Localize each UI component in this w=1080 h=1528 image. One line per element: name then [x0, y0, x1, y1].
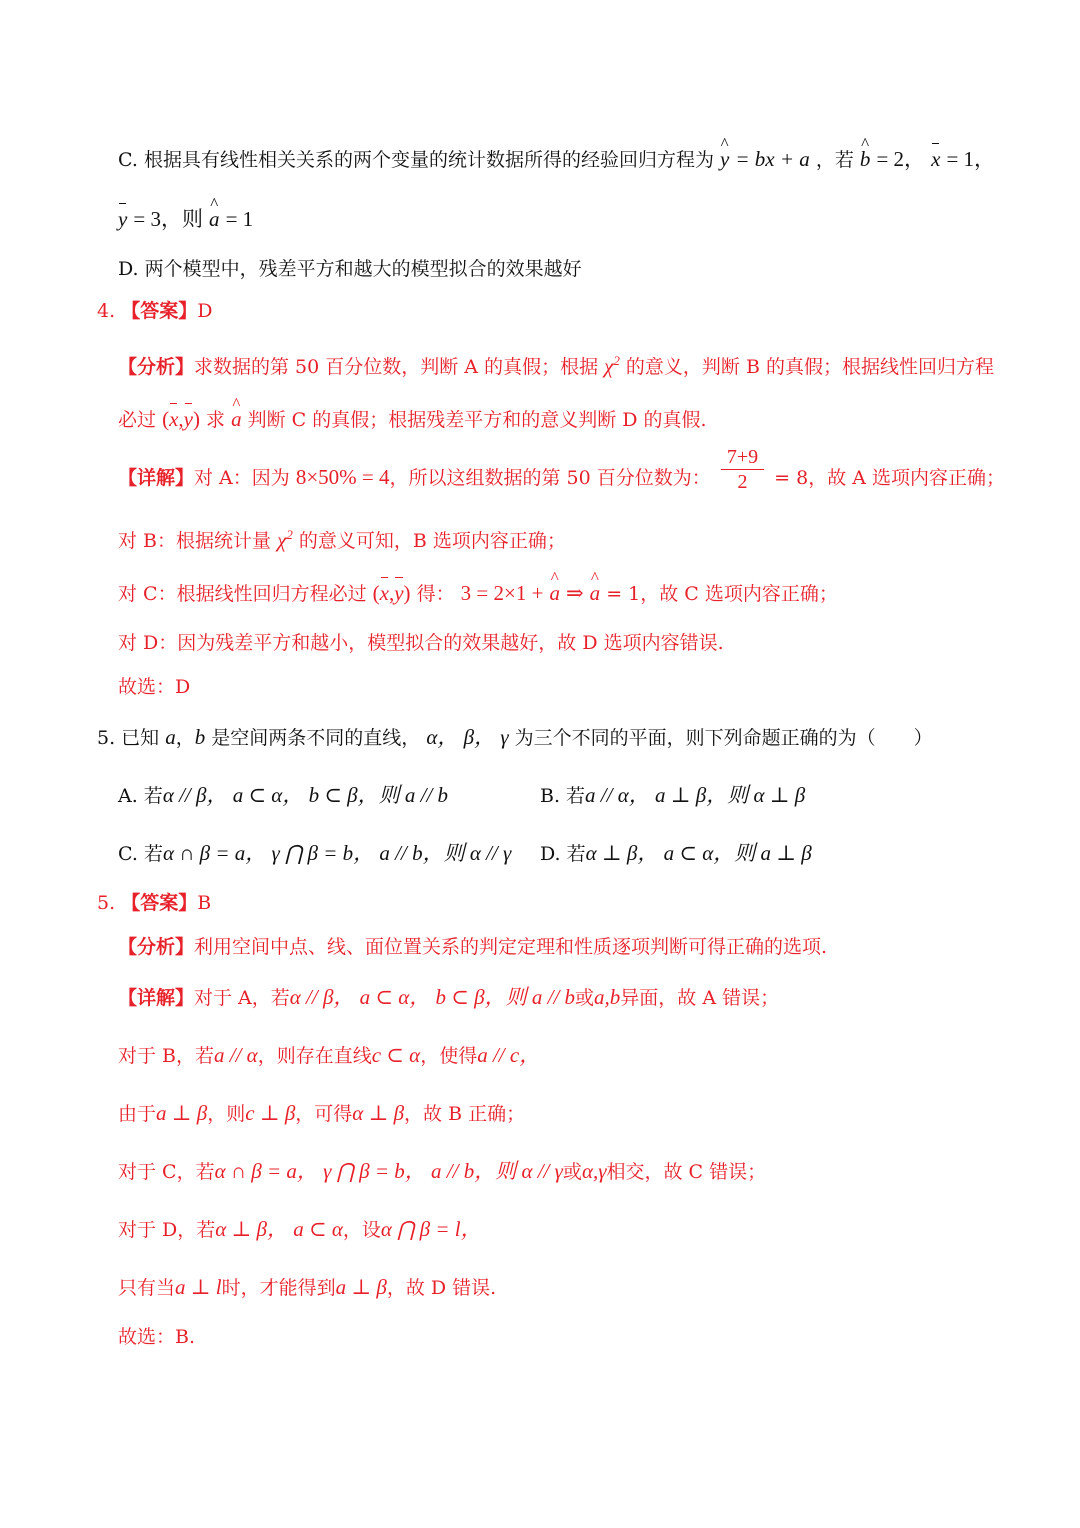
- a5-d5-text2: ，设: [342, 1219, 381, 1241]
- a5-analysis-tag: 【分析】: [118, 936, 195, 958]
- a5-num: 5.: [97, 892, 116, 914]
- a5-detail-6: [118, 1274, 496, 1301]
- q5-stem-text: 5. 已知: [97, 727, 160, 749]
- a5-d3-text: 由于: [118, 1103, 157, 1125]
- a4-analysis-text4: 求: [206, 409, 226, 431]
- a5-detail-5: [118, 1216, 482, 1243]
- a4-analysis-tag: 【分析】: [118, 356, 195, 378]
- mean-point: (x,y): [162, 407, 200, 431]
- ybar-value: = 3，则: [133, 207, 203, 231]
- a5-detail-4: [118, 1158, 766, 1185]
- a4-detail-a-text: 对 A：因为: [194, 467, 290, 489]
- fraction-numerator: 7+9: [721, 445, 764, 470]
- fraction: [721, 445, 764, 494]
- q3-option-d: D. 两个模型中，残差平方和越大的模型拟合的效果越好: [118, 258, 582, 280]
- a-hat: ^ a: [549, 580, 560, 606]
- a5-d2-text2: ，则存在直线: [257, 1045, 372, 1067]
- chi-square: $\chi^2$: [604, 353, 620, 378]
- a4-analysis-text2: 的意义，判断 B 的真假；根据线性回归方程: [625, 356, 994, 378]
- a5-d2-math: a // α: [214, 1043, 258, 1067]
- a5-d3-math3: α ⊥ β: [352, 1101, 405, 1125]
- a5-answer-tag: 【答案】: [121, 892, 198, 914]
- a5-d1-text: 对于 A，若: [194, 987, 290, 1009]
- a4-detail-c-text: 对 C：根据线性回归方程必过: [118, 583, 367, 605]
- a5-d3-text3: ，可得: [295, 1103, 353, 1125]
- a5-d1-math: α // β， a ⊂ α， b ⊂ β，则 a // b: [289, 985, 576, 1009]
- a5-d1-math2: a,b: [594, 985, 621, 1009]
- a4-analysis-line2: [118, 406, 707, 433]
- a-hat: ^ a: [231, 406, 242, 432]
- xbar-value: = 1，: [946, 147, 996, 171]
- a5-d6-text: 只有当: [118, 1277, 176, 1299]
- q5-option-c: [118, 840, 511, 867]
- a5-d6-text3: ，故 D 错误.: [386, 1277, 497, 1299]
- a5-d4-text2: 或: [562, 1161, 582, 1183]
- a4-detail-c: [118, 580, 838, 607]
- a5-d1-text2: 或: [575, 987, 595, 1009]
- a-value: = 1: [225, 207, 254, 231]
- option-d-label: D. 若: [540, 843, 586, 865]
- a5-d4-text3: 相交，故 C 错误；: [606, 1161, 767, 1183]
- q5-option-b: [540, 782, 805, 809]
- a5-analysis: [118, 934, 827, 960]
- regression-eq: = bx + a: [735, 147, 810, 171]
- q3-c-if: ，若: [815, 149, 854, 171]
- a5-detail-3: [118, 1100, 525, 1127]
- a-hat: ^ a: [590, 580, 601, 606]
- a4-header: [97, 298, 212, 324]
- a5-d2-math3: a // c，: [477, 1043, 541, 1067]
- mean-point: (x,y): [372, 581, 411, 605]
- implies-symbol: ⇒: [566, 581, 584, 605]
- a5-d2-text: 对于 B，若: [118, 1045, 215, 1067]
- a4-detail-c-text2: 得：: [416, 583, 455, 605]
- a-hat: ^ a: [209, 206, 220, 232]
- q5-stem: 5. 已知 a，b 是空间两条不同的直线， α， β， γ 为三个不同的平面，则下列命题正确的为（ ）: [97, 725, 933, 749]
- a4-detail-b: [118, 522, 566, 554]
- a5-d3-math2: c ⊥ β: [245, 1101, 296, 1125]
- planes: α， β， γ: [426, 725, 509, 749]
- a4-answer-value: D: [197, 300, 213, 322]
- a5-d2-text3: ，使得: [420, 1045, 478, 1067]
- a5-detail-2: [118, 1042, 540, 1069]
- q5-stem-text3: 为三个不同的平面，则下列命题正确的为（ ）: [514, 727, 933, 749]
- option-d-math: α ⊥ β， a ⊂ α，则 a ⊥ β: [585, 841, 812, 865]
- q3-c-text: C. 根据具有线性相关关系的两个变量的统计数据所得的经验回归方程为: [118, 149, 714, 171]
- a4-detail-c-text3: = 1，故 C 选项内容正确；: [606, 583, 838, 605]
- a4-analysis-line1: [118, 348, 994, 380]
- option-a-label: A. 若: [118, 785, 163, 807]
- a5-d4-math: α ∩ β = a， γ ⋂ β = b， a // b，则 α // γ: [214, 1159, 563, 1183]
- lines-ab: a: [165, 725, 176, 749]
- a4-num: 4.: [97, 300, 116, 322]
- a5-analysis-text: 利用空间中点、线、面位置关系的判定定理和性质逐项判断可得正确的选项.: [194, 936, 828, 958]
- a4-detail-a: [118, 445, 1006, 494]
- a4-analysis-text: 求数据的第 50 百分位数，判断 A 的真假；根据: [194, 356, 599, 378]
- option-c-label: C. 若: [118, 843, 163, 865]
- a4-detail-tag: 【详解】: [118, 467, 195, 489]
- a5-detail-tag: 【详解】: [118, 987, 195, 1009]
- a4-detail-b-text2: 的意义可知，B 选项内容正确；: [298, 530, 566, 552]
- a4-analysis-text5: 判断 C 的真假；根据残差平方和的意义判断 D 的真假.: [247, 409, 707, 431]
- a4-detail-a-text2: ，所以这组数据的第 50 百分位数为：: [389, 467, 711, 489]
- chi-square: $\chi^2$: [277, 527, 293, 552]
- a4-conclusion: 故选：D: [118, 676, 191, 698]
- option-a-math: α // β， a ⊂ α， b ⊂ β，则 a // b: [162, 783, 449, 807]
- a4-detail-c-eq: 3 = 2×1 +: [460, 581, 544, 605]
- a5-d5-math: α ⊥ β， a ⊂ α: [215, 1217, 343, 1241]
- a5-d5-text: 对于 D，若: [118, 1219, 216, 1241]
- option-c-math: α ∩ β = a， γ ⋂ β = b， a // b，则 α // γ: [162, 841, 512, 865]
- a5-header: [97, 890, 211, 916]
- x-bar: x: [931, 147, 941, 171]
- a5-d6-math: a ⊥ l: [175, 1275, 222, 1299]
- y-hat: ^ y: [720, 146, 729, 172]
- a5-detail-1: [118, 984, 779, 1011]
- b-value: = 2，: [876, 147, 926, 171]
- a5-d3-math: a ⊥ β: [156, 1101, 208, 1125]
- a5-d1-text3: 异面，故 A 错误；: [620, 987, 780, 1009]
- fraction-denominator: 2: [737, 470, 748, 493]
- a5-answer-value: B: [197, 892, 212, 914]
- a5-d6-math2: a ⊥ β: [335, 1275, 387, 1299]
- a5-d3-text4: ，故 B 正确；: [404, 1103, 526, 1125]
- q5-option-a: [118, 782, 448, 809]
- q3-option-c-line2: [118, 206, 253, 233]
- a4-detail-b-text: 对 B：根据统计量: [118, 530, 272, 552]
- a5-d5-math2: α ⋂ β = l，: [380, 1217, 482, 1241]
- b-hat: ^ b: [860, 146, 871, 172]
- a5-d4-math2: α,γ: [581, 1159, 607, 1183]
- a5-d2-math2: c ⊂ α: [371, 1043, 421, 1067]
- a5-d4-text: 对于 C，若: [118, 1161, 215, 1183]
- a5-d6-text2: 时，才能得到: [221, 1277, 336, 1299]
- a4-detail-d: 对 D：因为残差平方和越小，模型拟合的效果越好，故 D 选项内容错误.: [118, 632, 724, 654]
- option-b-math: a // α， a ⊥ β，则 α ⊥ β: [585, 783, 806, 807]
- a5-conclusion: 故选：B.: [118, 1326, 196, 1348]
- q5-stem-text2: 是空间两条不同的直线，: [211, 727, 421, 749]
- a4-detail-a-eq: 8×50% = 4: [295, 465, 390, 489]
- q3-option-c-line1: [118, 146, 995, 173]
- a4-answer-tag: 【答案】: [121, 300, 198, 322]
- a4-analysis-text3: 必过: [118, 409, 157, 431]
- option-b-label: B. 若: [540, 785, 586, 807]
- q5-option-d: [540, 840, 812, 867]
- a5-d3-text2: ，则: [207, 1103, 246, 1125]
- a4-detail-a-text3: = 8，故 A 选项内容正确；: [774, 467, 1006, 489]
- y-bar: y: [118, 207, 128, 231]
